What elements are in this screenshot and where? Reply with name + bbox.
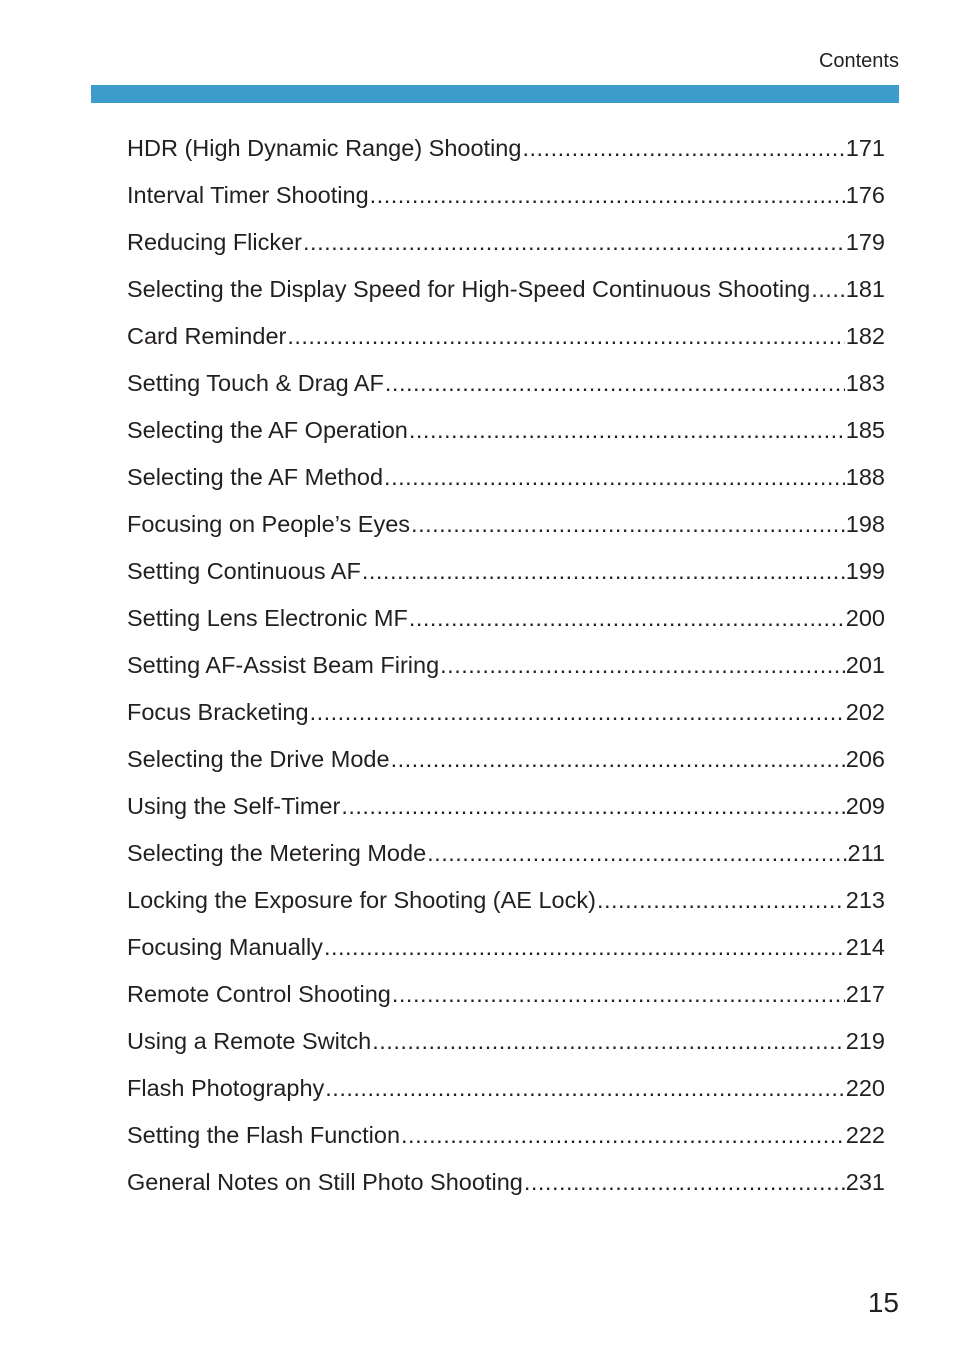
toc-entry-title: Selecting the Display Speed for High-Speed Continuous Shooting xyxy=(127,276,811,302)
toc-entry-page: 220 xyxy=(845,1075,885,1101)
toc-dot-leader xyxy=(409,407,845,454)
page-number: 15 xyxy=(867,1287,899,1318)
toc-entry[interactable] xyxy=(127,360,885,407)
toc-entry-title: Selecting the AF Operation xyxy=(127,417,408,443)
toc-entry[interactable] xyxy=(127,783,885,830)
toc-dot-leader xyxy=(287,313,844,360)
toc-entry[interactable] xyxy=(127,736,885,783)
toc-entry-title: Interval Timer Shooting xyxy=(127,182,369,208)
toc-entry[interactable] xyxy=(127,172,885,219)
toc-entry-page: 209 xyxy=(845,793,885,819)
toc-entry[interactable] xyxy=(127,501,885,548)
toc-entry-page: 176 xyxy=(845,182,885,208)
toc-dot-leader xyxy=(310,689,845,736)
toc-entry-title: Locking the Exposure for Shooting (AE Lock) xyxy=(127,887,596,913)
toc-entry-page: 222 xyxy=(845,1122,885,1148)
toc-entry-page: 183 xyxy=(845,370,885,396)
toc-dot-leader xyxy=(362,548,845,595)
toc-entry-page: 231 xyxy=(845,1169,885,1195)
toc-entry-page: 182 xyxy=(845,323,885,349)
toc-dot-leader xyxy=(341,783,844,830)
toc-entry[interactable] xyxy=(127,454,885,501)
toc-entry[interactable] xyxy=(127,407,885,454)
toc-entry[interactable] xyxy=(127,877,885,924)
toc-entry-title: Focus Bracketing xyxy=(127,699,309,725)
toc-entry-page: 201 xyxy=(845,652,885,678)
toc-entry[interactable] xyxy=(127,313,885,360)
toc-entry-title: Card Reminder xyxy=(127,323,287,349)
toc-dot-leader xyxy=(372,1018,845,1065)
toc-entry-page: 219 xyxy=(845,1028,885,1054)
toc-entry-title: HDR (High Dynamic Range) Shooting xyxy=(127,135,522,161)
toc-entry-page: 188 xyxy=(845,464,885,490)
toc-entry-title: Using a Remote Switch xyxy=(127,1028,372,1054)
toc-entry-title: Remote Control Shooting xyxy=(127,981,391,1007)
section-label: Contents xyxy=(818,50,899,72)
toc-dot-leader xyxy=(401,1112,845,1159)
toc-entry-title: Using the Self-Timer xyxy=(127,793,341,819)
toc-entry[interactable] xyxy=(127,924,885,971)
toc-dot-leader xyxy=(411,501,845,548)
toc-entry[interactable] xyxy=(127,1065,885,1112)
toc-entry-title: Setting Touch & Drag AF xyxy=(127,370,384,396)
toc-dot-leader xyxy=(370,172,845,219)
toc-entry[interactable] xyxy=(127,1112,885,1159)
toc-entry-title: Selecting the Metering Mode xyxy=(127,840,427,866)
toc-entry[interactable] xyxy=(127,689,885,736)
toc-entry-page: 214 xyxy=(845,934,885,960)
toc-entry-page: 213 xyxy=(845,887,885,913)
toc-dot-leader xyxy=(440,642,845,689)
toc-dot-leader xyxy=(811,266,845,313)
toc-entry[interactable] xyxy=(127,219,885,266)
toc-dot-leader xyxy=(385,360,845,407)
toc-entry-page: 181 xyxy=(845,276,885,302)
toc-dot-leader xyxy=(409,595,845,642)
toc-entry-page: 179 xyxy=(845,229,885,255)
toc-dot-leader xyxy=(303,219,845,266)
toc-entry-page: 217 xyxy=(845,981,885,1007)
header-bar xyxy=(91,85,899,103)
toc-entry-title: Selecting the Drive Mode xyxy=(127,746,390,772)
toc-entry-title: Selecting the AF Method xyxy=(127,464,384,490)
toc-entry-page: 211 xyxy=(847,840,885,866)
toc-entry-title: Focusing Manually xyxy=(127,934,323,960)
toc-entry[interactable] xyxy=(127,595,885,642)
toc-dot-leader xyxy=(325,1065,845,1112)
toc-entry[interactable] xyxy=(127,642,885,689)
toc-entry-page: 206 xyxy=(845,746,885,772)
toc-entry-title: Setting the Flash Function xyxy=(127,1122,401,1148)
toc-entry-page: 198 xyxy=(845,511,885,537)
table-of-contents xyxy=(127,125,885,1206)
toc-entry[interactable] xyxy=(127,125,885,172)
toc-entry[interactable] xyxy=(127,266,885,313)
toc-dot-leader xyxy=(522,125,844,172)
toc-entry-page: 171 xyxy=(845,135,885,161)
toc-entry[interactable] xyxy=(127,1159,885,1206)
toc-entry-page: 200 xyxy=(845,605,885,631)
toc-entry-page: 185 xyxy=(845,417,885,443)
toc-dot-leader xyxy=(597,877,845,924)
toc-dot-leader xyxy=(524,1159,845,1206)
toc-entry-page: 202 xyxy=(845,699,885,725)
toc-entry-title: Flash Photography xyxy=(127,1075,325,1101)
toc-dot-leader xyxy=(384,454,845,501)
toc-entry[interactable] xyxy=(127,830,885,877)
toc-entry-page: 199 xyxy=(845,558,885,584)
toc-dot-leader xyxy=(391,736,845,783)
toc-dot-leader xyxy=(324,924,845,971)
toc-entry-title: Reducing Flicker xyxy=(127,229,303,255)
toc-entry-title: Setting Continuous AF xyxy=(127,558,361,584)
toc-entry-title: General Notes on Still Photo Shooting xyxy=(127,1169,523,1195)
toc-entry-title: Focusing on People’s Eyes xyxy=(127,511,411,537)
toc-entry[interactable] xyxy=(127,971,885,1018)
toc-entry[interactable] xyxy=(127,1018,885,1065)
toc-entry-title: Setting AF-Assist Beam Firing xyxy=(127,652,440,678)
toc-dot-leader xyxy=(427,830,846,877)
toc-dot-leader xyxy=(392,971,845,1018)
toc-entry-title: Setting Lens Electronic MF xyxy=(127,605,408,631)
toc-entry[interactable] xyxy=(127,548,885,595)
